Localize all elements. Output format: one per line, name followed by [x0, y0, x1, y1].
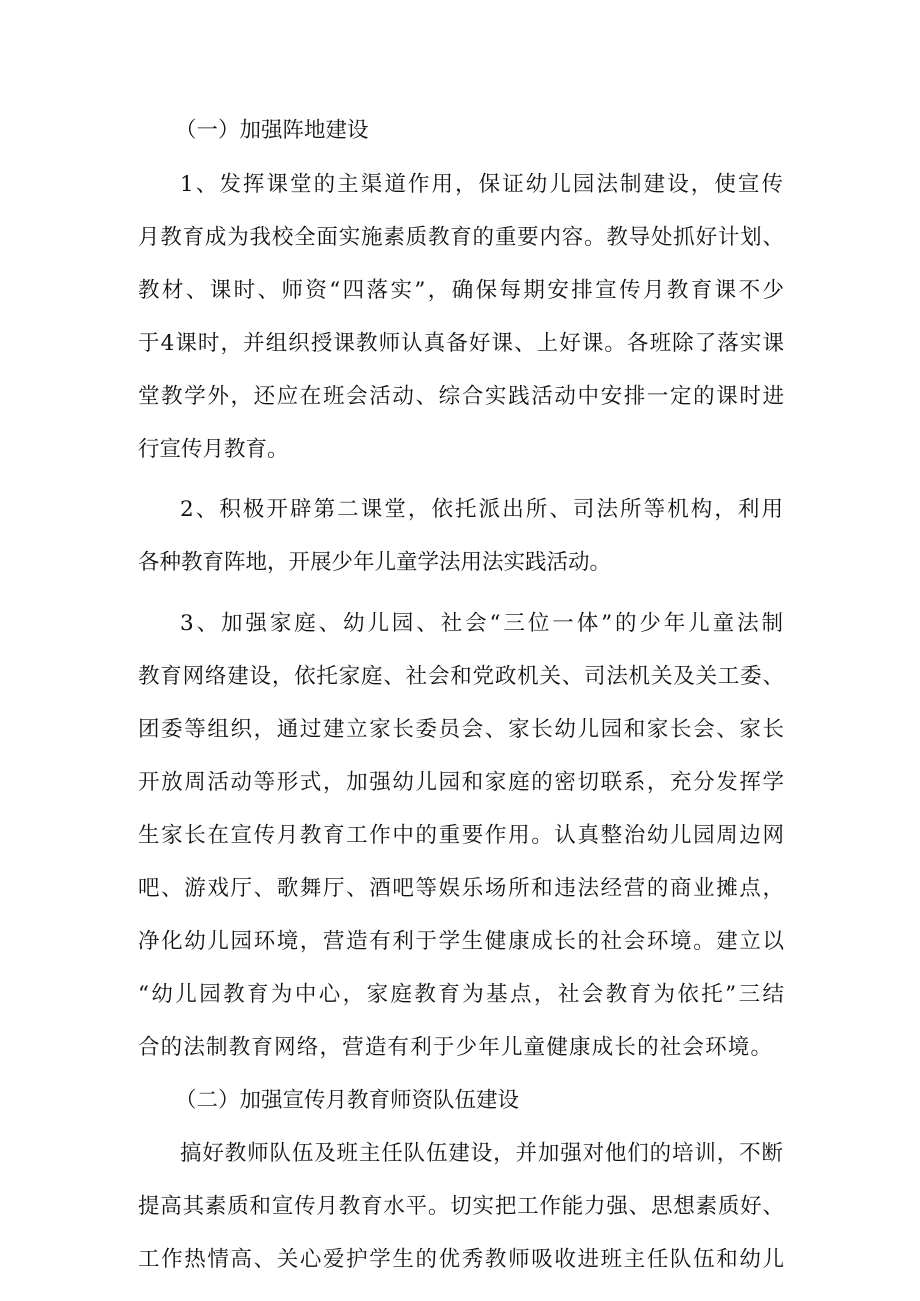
paragraph-line: 吧、游戏厅、歌舞厅、酒吧等娱乐场所和违法经营的商业摊点，: [138, 876, 784, 901]
paragraph-line: 月教育成为我校全面实施素质教育的重要内容。教导处抓好计划、: [138, 225, 784, 250]
paragraph-line: 各种教育阵地，开展少年儿童学法用法实践活动。: [138, 550, 612, 575]
paragraph-line: 1、发挥课堂的主渠道作用，保证幼儿园法制建设，使宣传: [180, 172, 783, 197]
paragraph-line: 净化幼儿园环境，营造有利于学生健康成长的社会环境。建立以: [138, 929, 784, 954]
paragraph-line: 堂教学外，还应在班会活动、综合实践活动中安排一定的课时进: [138, 384, 784, 409]
section-heading-1: （一）加强阵地建设: [175, 118, 369, 143]
paragraph-line: “幼儿园教育为中心，家庭教育为基点，社会教育为依托”三结: [138, 982, 784, 1007]
paragraph-line: 教育网络建设，依托家庭、社会和党政机关、司法机关及关工委、: [138, 664, 784, 689]
paragraph-line: 工作热情高、关心爱护学生的优秀教师吸收进班主任队伍和幼儿: [138, 1247, 784, 1272]
paragraph-line: 于4课时，并组织授课教师认真备好课、上好课。各班除了落实课: [138, 331, 784, 356]
paragraph-line: 3、加强家庭、幼儿园、社会“三位一体”的少年儿童法制: [180, 611, 783, 636]
paragraph-line: 生家长在宣传月教育工作中的重要作用。认真整治幼儿园周边网: [138, 823, 784, 848]
paragraph-line: 团委等组织，通过建立家长委员会、家长幼儿园和家长会、家长: [138, 717, 784, 742]
paragraph-line: 提高其素质和宣传月教育水平。切实把工作能力强、思想素质好、: [138, 1194, 784, 1219]
paragraph-line: 行宣传月教育。: [138, 437, 289, 462]
paragraph-line: 开放周活动等形式，加强幼儿园和家庭的密切联系，充分发挥学: [138, 770, 784, 795]
paragraph-line: 搞好教师队伍及班主任队伍建设，并加强对他们的培训，不断: [180, 1141, 783, 1166]
section-heading-2: （二）加强宣传月教育师资队伍建设: [175, 1088, 520, 1113]
paragraph-line: 2、积极开辟第二课堂，依托派出所、司法所等机构，利用: [180, 497, 783, 522]
paragraph-line: 合的法制教育网络，营造有利于少年儿童健康成长的社会环境。: [138, 1035, 772, 1060]
paragraph-line: 教材、课时、师资“四落实”，确保每期安排宣传月教育课不少: [138, 278, 784, 303]
